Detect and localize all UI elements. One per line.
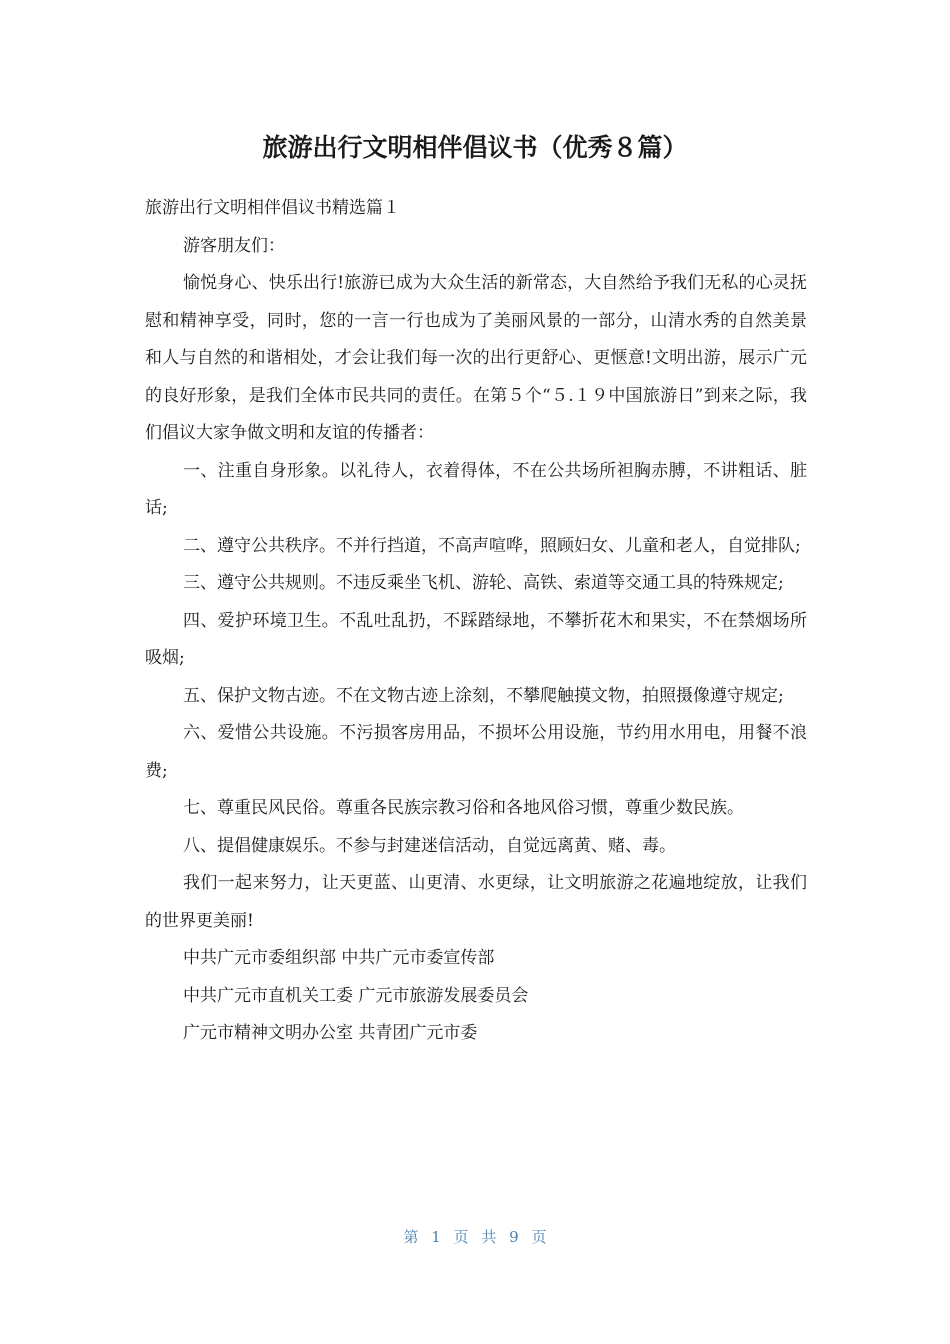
greeting: 游客朋友们： xyxy=(183,235,285,256)
proposal-item-8: 八、提倡健康娱乐。不参与封建迷信活动，自觉远离黄、赌、毒。 xyxy=(183,835,676,856)
proposal-item-6: 六、爱惜公共设施。不污损客房用品，不损坏公用设施，节约用水用电，用餐不浪费; xyxy=(145,723,807,781)
signatory-line-3: 广元市精神文明办公室 共青团广元市委 xyxy=(183,1023,478,1043)
intro-paragraph: 愉悦身心、快乐出行!旅游已成为大众生活的新常态，大自然给予我们无私的心灵抚慰和精神享受，同时，您的一言一行也成为了美丽风景的一部分，山清水秀的自然美景和人与自然的和谐相处，才会让我们每一次的出行更舒心、更惬意!文明出游，展示广元的良好形象，是我们全体市民共同的责任。在第５个“５.１９中国旅游日”到来之际，我们倡议大家争做文明和友谊的传播者： xyxy=(145,273,807,443)
document-body xyxy=(145,190,807,1053)
proposal-item-4: 四、爱护环境卫生。不乱吐乱扔，不踩踏绿地，不攀折花木和果实，不在禁烟场所吸烟; xyxy=(145,610,807,668)
closing-paragraph: 我们一起来努力，让天更蓝、山更清、水更绿，让文明旅游之花遍地绽放，让我们的世界更美丽! xyxy=(145,873,807,931)
signatory-line-2: 中共广元市直机关工委 广元市旅游发展委员会 xyxy=(183,985,529,1006)
proposal-item-7: 七、尊重民风民俗。尊重各民族宗教习俗和各地风俗习惯，尊重少数民族。 xyxy=(183,798,744,818)
proposal-item-3: 三、遵守公共规则。不违反乘坐飞机、游轮、高铁、索道等交通工具的特殊规定; xyxy=(183,573,784,593)
signatory-line-1: 中共广元市委组织部 中共广元市委宣传部 xyxy=(183,948,495,968)
proposal-item-1: 一、注重自身形象。以礼待人，衣着得体，不在公共场所袒胸赤膊，不讲粗话、脏话; xyxy=(145,460,807,518)
document-title: 旅游出行文明相伴倡议书（优秀８篇） xyxy=(262,133,688,162)
section-heading: 旅游出行文明相伴倡议书精选篇１ xyxy=(145,198,400,218)
page-number: 第 1 页 共 9 页 xyxy=(403,1228,547,1246)
proposal-item-2: 二、遵守公共秩序。不并行挡道，不高声喧哗，照顾妇女、儿童和老人，自觉排队; xyxy=(183,535,801,556)
proposal-item-5: 五、保护文物古迹。不在文物古迹上涂刻，不攀爬触摸文物，拍照摄像遵守规定; xyxy=(183,685,784,706)
